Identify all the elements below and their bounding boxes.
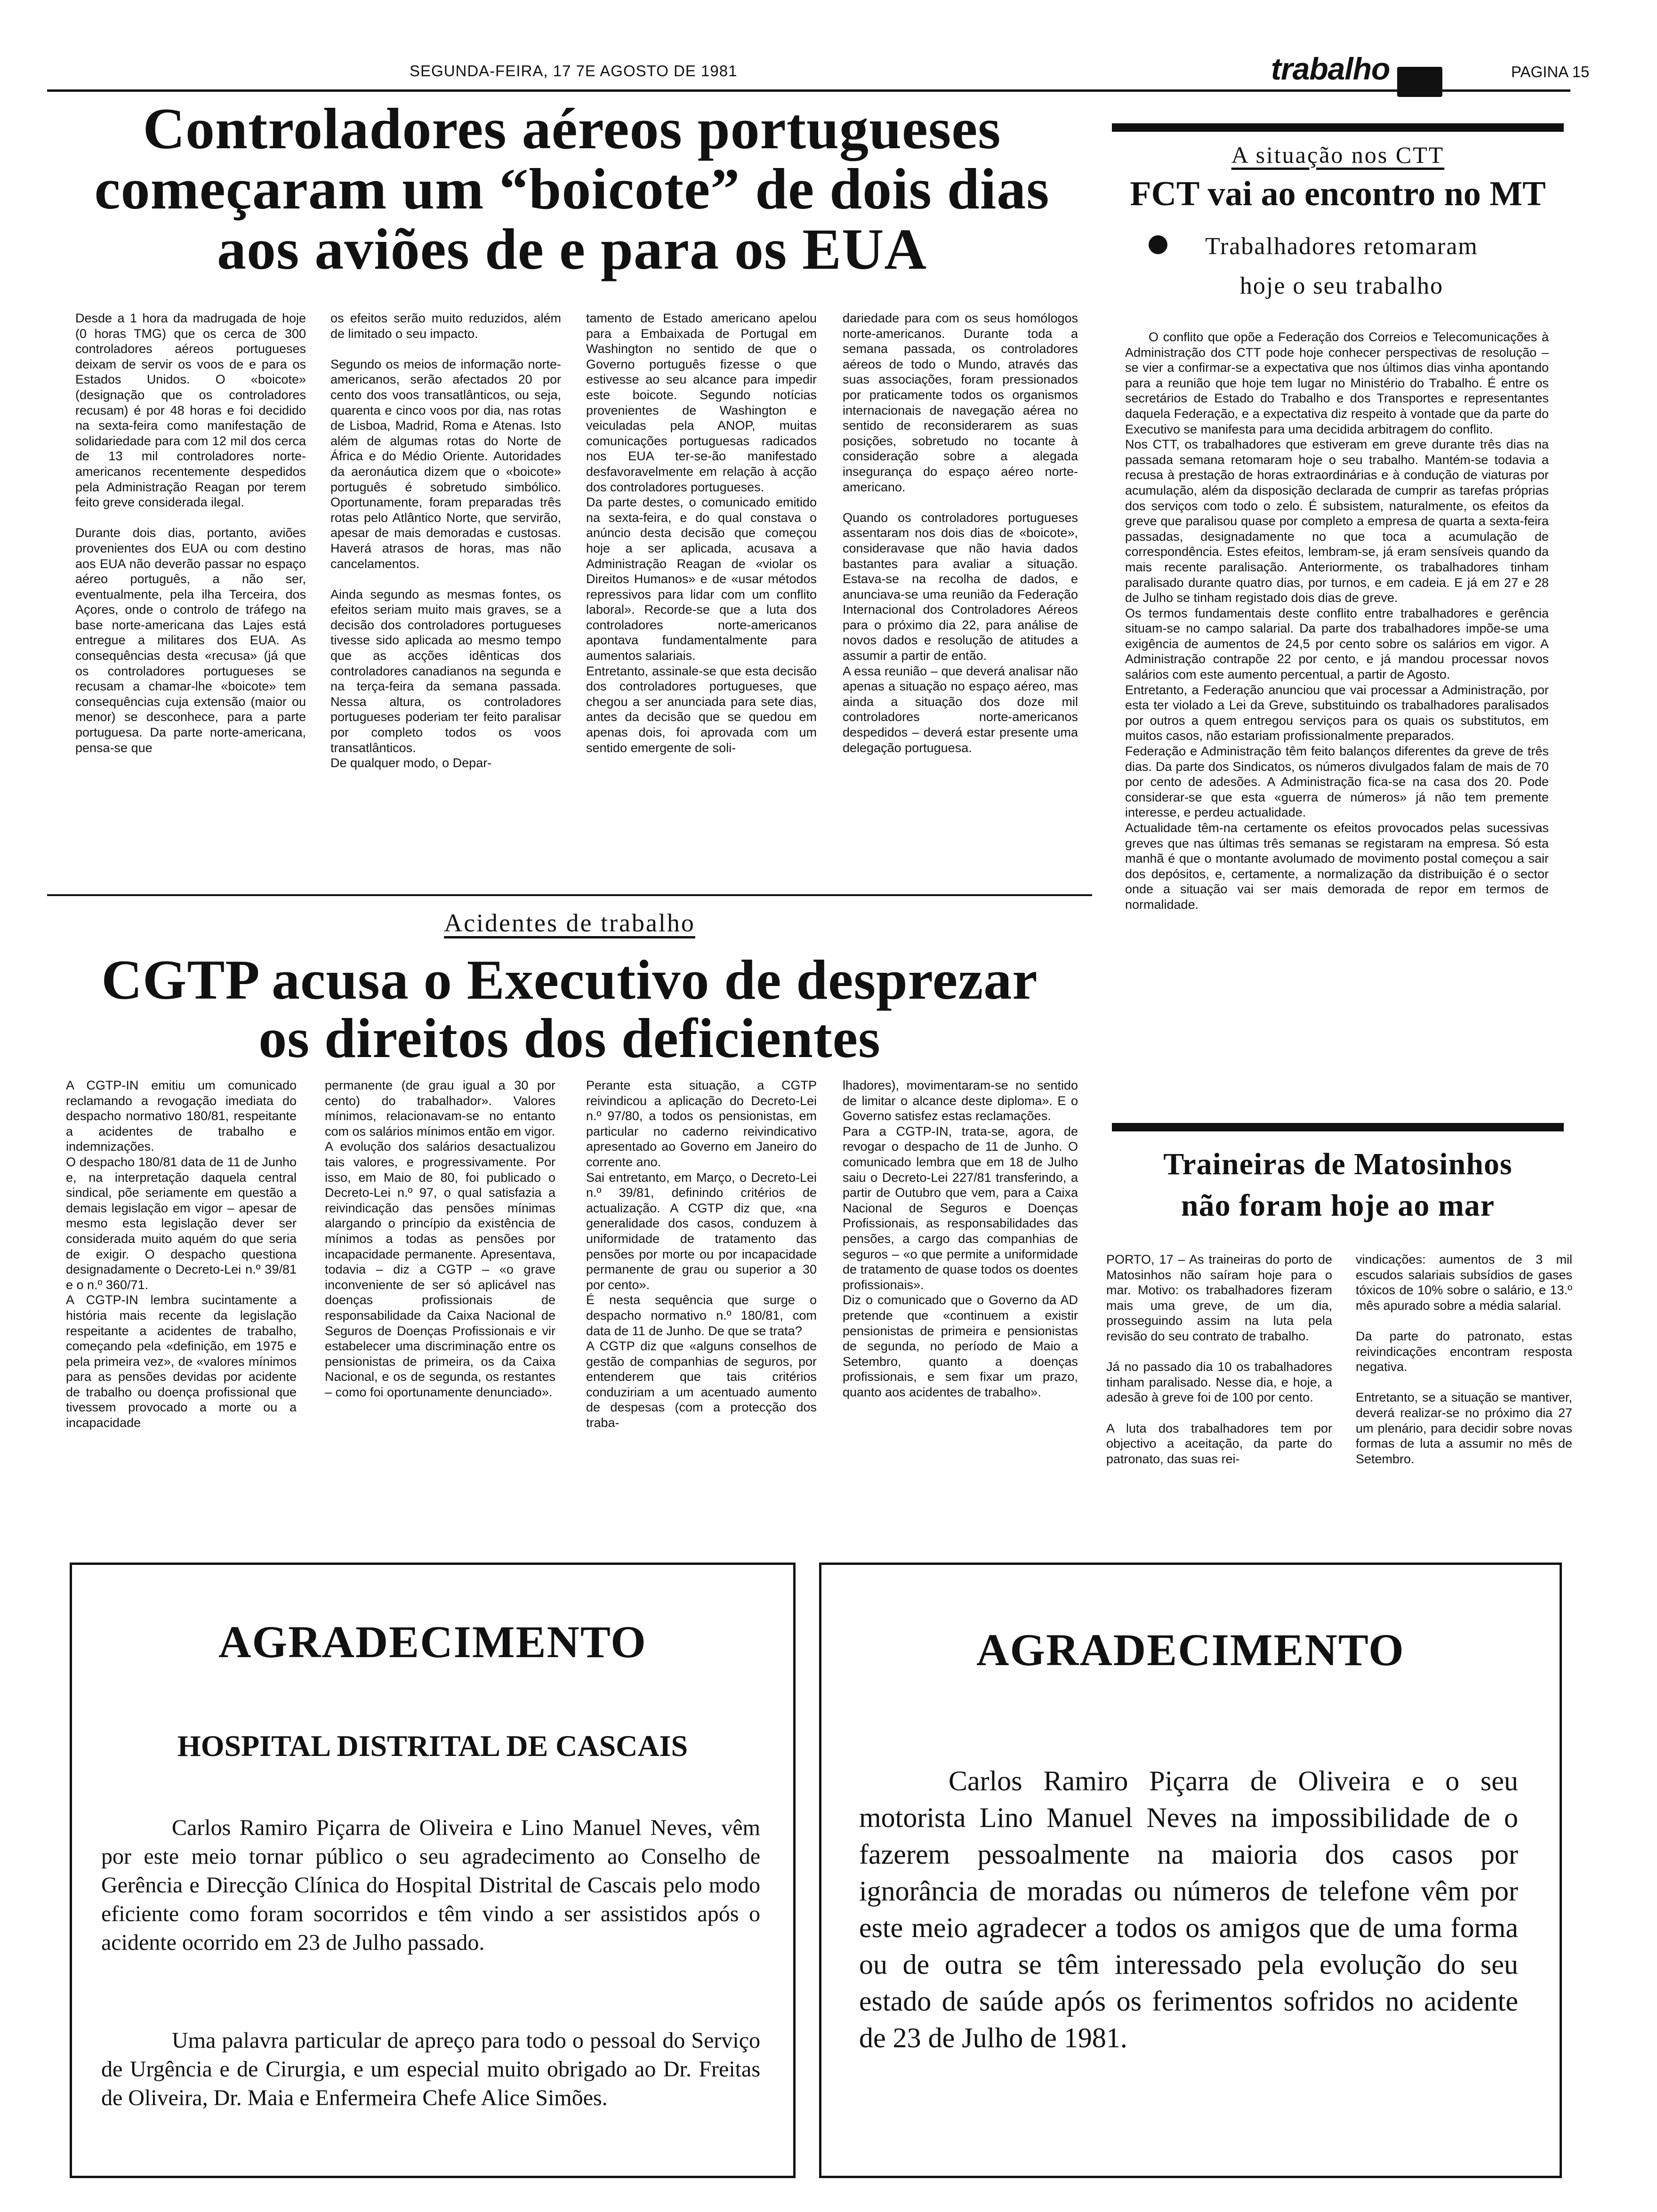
page-date: SEGUNDA-FEIRA, 17 7E AGOSTO DE 1981 <box>410 62 738 80</box>
notice1-title: AGRADECIMENTO <box>218 1617 647 1667</box>
sidebar-kicker: A situação nos CTT <box>1231 142 1445 168</box>
notice1-subtitle: HOSPITAL DISTRITAL DE CASCAIS <box>177 1729 688 1763</box>
article2-column-2: permanente (de grau igual a 30 por cento) do trabalhador». Valores mínimos, relacionavam-se no entanto com os salários mínimos então em vigor. A evolução dos salários desactualizou tais valores, e progressivamente. Por isso, em Maio de 80, foi publicado o Decreto-Lei n.º 97, o qual satisfazia a reivindicação das pensões mínimas alargando o princípio da existência de mínimos a todas as pensões por incapacidade permanente. Apresentava, todavia – diz a CGTP – «o grave inconveniente de ser só aplicável nas doenças profissionais de responsabilidade da Caixa Nacional de Seguros de Doenças Profissionais e vir estabelecer uma discriminação entre os pensionistas de primeira, os da Caixa Nacional, e os de segunda, os restantes – como foi oportunamente denunciado». <box>325 1078 555 1399</box>
notice2-paragraph-1: Carlos Ramiro Piçarra de Oliveira e o seu motorista Lino Manuel Neves na impossibilidade de o fazerem pessoalmente na maioria dos casos por ignorância de moradas ou números de telefone vêm por este meio agradecer a todos os amigos que de uma forma ou de outra se têm interessado pela evolução do seu estado de saúde após os ferimentos sofridos no acidente de 23 de Julho de 1981. <box>859 1765 1518 2053</box>
article1-column-4: dariedade para com os seus homólogos norte-americanos. Durante toda a semana passada, os controladores aéreos de todo o Mundo, através das suas associações, foram pressionados por praticamente todos os organismos internacionais de navegação aérea no sentido de reconsiderarem as suas posições, sobretudo no tocante à consideração sobre a alegada insegurança do espaço aéreo norte-americano. Quando os controladores portugueses assentaram nos dois dias de «boicote», consideravase que não havia dados bastantes para avaliar a situação. Estava-se na recolha de dados, e anunciava-se uma reunião da Federação Internacional dos Controladores Aéreos para o próximo dia 22, para análise de novos dados e resolução de atitudes a assumir a partir de então. A essa reunião – que deverá analisar não apenas a situação no espaço aéreo, mas ainda a situação dos doze mil controladores norte-americanos despedidos – deverá estar presente uma delegação portuguesa. <box>843 311 1078 755</box>
section-logo-icon <box>1397 67 1442 97</box>
notice1-box <box>70 1563 796 2178</box>
article2-kicker: Acidentes de trabalho <box>444 909 695 937</box>
notice2-box <box>819 1563 1562 2178</box>
page-number: PAGINA 15 <box>1511 63 1590 80</box>
article2-headline: CGTP acusa o Executivo de desprezar os direitos dos deficientes <box>101 948 1038 1069</box>
article2-column-3: Perante esta situação, a CGTP reivindicou a aplicação do Decreto-Lei n.º 97/80, a todos os pensionistas, em particular no caderno reivindicativo apresentado ao Governo em Janeiro do corrente ano. Sai entretanto, em Março, o Decreto-Lei n.º 39/81, definindo critérios de actualização. A CGTP diz que, «na generalidade dos casos, conduzem à uniformidade de tratamento das pensões por morte ou por incapacidade permanente de grau ou superior a 30 por cento». É nesta sequência que surge o despacho normativo n.º 180/81, com data de 11 de Junho. De que se trata? A CGTP diz que «alguns conselhos de gestão de companhias de seguros, por entenderem que tais critérios conduziriam a um acentuado aumento de despesas (com a protecção dos traba- <box>586 1078 817 1430</box>
sidebar-headline: FCT vai ao encontro no MT <box>1130 175 1546 213</box>
sidebar-subhead: Trabalhadores retomaram hoje o seu trabalho <box>1205 233 1478 299</box>
notice1-paragraph-1: Carlos Ramiro Piçarra de Oliveira e Lino Manuel Neves, vêm por este meio tornar público o seu agradecimento ao Conselho de Gerência e Direcção Clínica do Hospital Distrital de Cascais pelo modo eficiente como foram socorridos e têm vindo a ser assistidos após o acidente ocorrido em 23 de Julho passado. <box>101 1815 760 1955</box>
sidebar-bottom-rule <box>1112 1123 1564 1131</box>
article3-column-1: PORTO, 17 – As traineiras do porto de Matosinhos não saíram hoje para o mar. Motivo: os trabalhadores fizeram mais uma greve, de um dia, prosseguindo assim na luta pela revisão do seu contrato de trabalho. Já no passado dia 10 os trabalhadores tinham paralisado. Nesse dia, e hoje, a adesão à greve foi de 100 por cento. A luta dos trabalhadores tem por objectivo a aceitação, da parte do patronato, das suas rei- <box>1106 1252 1332 1466</box>
sidebar-body: O conflito que opõe a Federação dos Correios e Telecomunicações à Administração dos CTT pode hoje conhecer perspectivas de resolução – se vier a confirmar-se a expectativa que nos últimos dias vinha apontando para a reunião que hoje tem lugar no Ministério do Trabalho. É entre os secretários de Estado do Trabalho e dos Transportes e representantes daquela Federação, e a expectativa diz respeito à vontade que da parte do Executivo se manifesta para uma decidida arbitragem do conflito. Nos CTT, os trabalhadores que estiveram em greve durante três dias na passada semana retomaram hoje o seu trabalho. Mantém-se todavia a recusa à prestação de horas extraordinárias e à condução de viaturas por acumulação, além da disposição declarada de cumprir as tarefas próprias dos serviços com todo o zelo. É subsistem, naturalmente, os efeitos da greve que paralisou quase por completo a empresa de quarta a sexta-feira passadas, designadamente no que toca a acumulação de correspondência. Estes efeitos, lembram-se, já eram sensíveis quando da mais recente paralisação. Anteriormente, os trabalhadores tinham paralisado durante quatro dias, por turnos, e em cadeia. E já em 27 e 28 de Julho se tinham registado dois dias de greve. Os termos fundamentais deste conflito entre trabalhadores e gerência situam-se no campo salarial. Da parte dos trabalhadores impõe-se uma exigência de aumentos de 24,5 por cento sobre os salários em vigor. A Administração contrapõe 22 por cento, e já mandou processar novos salários com este aumento percentual, a partir de Agosto. Entretanto, a Federação anunciou que vai processar a Administração, por esta ter violado a Lei da Greve, substituindo os trabalhadores paralisados por outros a quem entregou serviços para os quais os substitutos, em muitos casos, não estariam profissionalmente preparados. Federação e Administração têm feito balanços diferentes da greve de três dias. Da parte dos Sindicatos, os números divulgados falam de mais de 70 por cento de adesões. A Administração fica-se na casa dos 20. Pode considerar-se que esta «guerra de números» já não tem premente interesse, e perdeu actualidade. Actualidade têm-na certamente os efeitos provocados pelas sucessivas greves que nas últimas três semanas se registaram na empresa. Só esta manhã é que o montante avolumado de movimento postal começou a sair dos depósitos, e, certamente, a normalização da distribuição é o sector onde a situação vai ser mais demorada de repor em termos de normalidade. <box>1125 330 1549 912</box>
article1-headline: Controladores aéreos portugueses começaram um “boicote” de dois dias aos aviões de e para os EUA <box>94 96 1050 281</box>
notice2-title: AGRADECIMENTO <box>976 1625 1405 1675</box>
article1-column-2: os efeitos serão muito reduzidos, além de limitado o seu impacto. Segundo os meios de informação norte-americanos, serão afectados 20 por cento dos voos transatlânticos, ou seja, quarenta e cinco voos por dia, nas rotas de Lisboa, Madrid, Roma e Atenas. Isto além de algumas rotas do Norte de África e do Médio Oriente. Autoridades da aeronáutica dizem que o «boicote» português é sobretudo simbólico. Oportunamente, foram preparadas três rotas pelo Atlântico Norte, que servirão, apesar de mais demoradas e custosas. Haverá atrasos de horas, mas não cancelamentos. Ainda segundo as mesmas fontes, os efeitos seriam muito mais graves, se a decisão dos controladores portugueses tivesse sido aplicada ao mesmo tempo que as acções idênticas dos controladores canadianos na segunda e na terça-feira da semana passada. Nessa altura, os controladores portugueses poderiam ter feito paralisar por completo todos os voos transatlânticos. De qualquer modo, o Depar- <box>330 311 561 770</box>
article2-column-4: lhadores), movimentaram-se no sentido de limitar o alcance deste diploma». E o Governo satisfez estas reclamações. Para a CGTP-IN, trata-se, agora, de revogar o despacho de 11 de Junho. O comunicado lembra que em 18 de Julho saiu o Decreto-Lei 227/81 transferindo, a partir de Outubro que vem, para a Caixa Nacional de Seguros e Doenças Profissionais, as responsabilidades das pensões, a cargo das companhias de seguros – «o que permite a uniformidade de tratamento de quase todos os doentes profissionais». Diz o comunicado que o Governo da AD pretende que «continuem a existir pensionistas de primeira e pensionistas de segunda, no período de Maio a Setembro, quanto a doenças profissionais, e sem fixar um prazo, quanto aos acidentes de trabalho». <box>843 1078 1078 1399</box>
article1-bottom-rule <box>47 894 1092 896</box>
section-name: trabalho <box>1271 51 1390 86</box>
header-rule <box>47 89 1570 92</box>
article1-column-1: Desde a 1 hora da madrugada de hoje (0 horas TMG) que os cerca de 300 controladores aéreos portugueses deixam de servir os voos de e para os Estados Unidos. O «boicote» (designação que os controladores recusam) é por 48 horas e foi decidido na sexta-feira como manifestação de solidariedade para com 12 mil dos cerca de 13 mil controladores norte-americanos recentemente despedidos pela Administração Reagan por terem feito greve considerada ilegal. Durante dois dias, portanto, aviões provenientes dos EUA ou com destino aos EUA não deverão passar no espaço aéreo português, a não ser, eventualmente, pela ilha Terceira, dos Açores, onde o controlo de tráfego na base norte-americana das Lajes está entregue a militares dos EUA. As consequências desta «recusa» (já que os controladores portugueses se recusam a chamar-lhe «boicote» tem consequências cuja extensão (maior ou menor) se desconhece, para a parte portuguesa. Da parte norte-americana, pensa-se que <box>75 311 306 755</box>
article2-column-1: A CGTP-IN emitiu um comunicado reclamando a revogação imediata do despacho normativo 180/81, respeitante a acidentes de trabalho e indemnizações. O despacho 180/81 data de 11 de Junho e, na interpretação daquela central sindical, põe seriamente em questão a demais legislação em vigor – apesar de mesmo esta legislação dever ser considerada muito aquém do que seria de exigir. O despacho questiona designadamente o Decreto-Lei n.º 39/81 e o n.º 360/71. A CGTP-IN lembra sucintamente a história mais recente da legislação respeitante a acidentes de trabalho, começando pela «definição, em 1975 e pela primeira vez», de «valores mínimos para as pensões devidas por acidente de trabalho ou doença profissional que tivessem provocado a morte ou a incapacidade <box>66 1078 297 1430</box>
article3-column-2: vindicações: aumentos de 3 mil escudos salariais subsídios de gases tóxicos de 10% sobre o salário, e 13.º mês apurado sobre a média salarial. Da parte do patronato, estas reivindicações encontram resposta negativa. Entretanto, se a situação se mantiver, deverá realizar-se no próximo dia 27 um plenário, para decidir sobre novas formas de luta a assumir no mês de Setembro. <box>1356 1252 1572 1466</box>
sidebar-top-rule <box>1112 123 1564 132</box>
article3-headline: Traineiras de Matosinhos não foram hoje ao mar <box>1163 1147 1512 1223</box>
notice1-paragraph-2: Uma palavra particular de apreço para todo o pessoal do Serviço de Urgência e de Cirurgia, e um especial muito obrigado ao Dr. Freitas de Oliveira, Dr. Maia e Enfermeira Chefe Alice Simões. <box>101 2028 760 2110</box>
article1-column-3: tamento de Estado americano apelou para a Embaixada de Portugal em Washington no sentido de que o Governo português fizesse o que estivesse ao seu alcance para impedir este boicote. Segundo notícias provenientes de Washington e veiculadas pela ANOP, muitas comunicações portuguesas radicados nos EUA ter-se-ão manifestado desfavoravelmente em relação à acção dos controladores portugueses. Da parte destes, o comunicado emitido na sexta-feira, e do qual constava o anúncio desta decisão que começou hoje a ser aplicada, acusava a Administração Reagan de «violar os Direitos Humanos» e de «usar métodos repressivos para lidar com um conflito laboral». Recorde-se que a luta dos controladores norte-americanos apontava fundamentalmente para aumentos salariais. Entretanto, assinale-se que esta decisão dos controladores portugueses, que chegou a ser anunciada para sete dias, antes da decisão que se quedou em apenas dois, foi aprovada com um sentido emergente de soli- <box>586 311 817 755</box>
